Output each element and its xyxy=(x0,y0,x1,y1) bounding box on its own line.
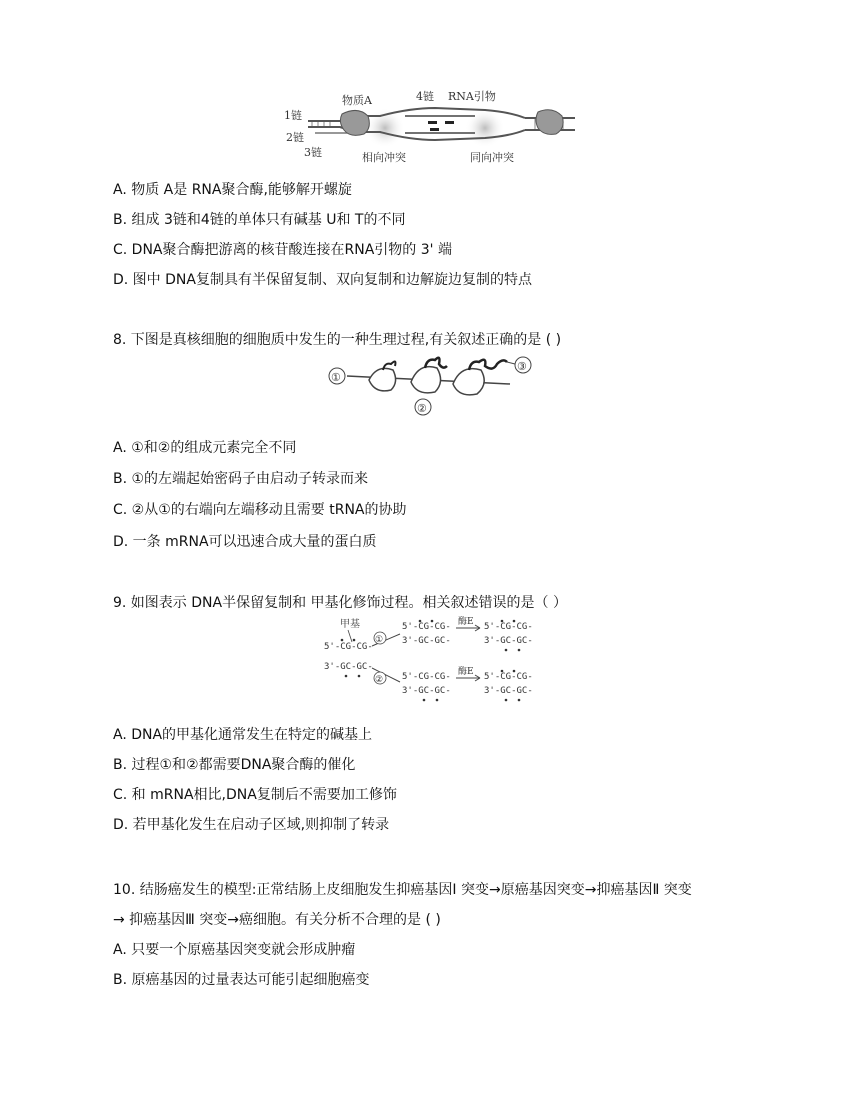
q10-option-a: A. 只要一个原癌基因突变就会形成肿瘤 xyxy=(113,942,356,958)
q8-option-a: A. ①和②的组成元素完全不同 xyxy=(113,440,297,456)
q7-option-c: C. DNA聚合酶把游离的核苷酸连接在RNA引物的 3' 端 xyxy=(113,242,452,258)
label-src-top: 5'-CG-CG- xyxy=(324,642,373,652)
label-same-dir: 同向冲突 xyxy=(470,151,514,164)
label-process2: ② xyxy=(375,675,384,685)
q8-translation-figure xyxy=(325,354,535,416)
label-process1: ① xyxy=(375,635,384,645)
q8-option-c: C. ②从①的右端向左端移动且需要 tRNA的协助 xyxy=(113,502,407,518)
label-enzyme-bottom: 酶E xyxy=(458,667,474,677)
q8-stem: 8. 下图是真核细胞的细胞质中发生的一种生理过程,有关叙述正确的是 ( ) xyxy=(113,332,562,348)
label-chain2: 2链 xyxy=(286,131,304,144)
label-chain3: 3链 xyxy=(304,146,322,159)
label-substance-a: 物质A xyxy=(342,94,372,107)
label-methyl: 甲基 xyxy=(340,619,360,630)
q7-option-a: A. 物质 A是 RNA聚合酶,能够解开螺旋 xyxy=(113,182,352,198)
label-ribosome: ② xyxy=(417,402,427,415)
label-head-on: 相向冲突 xyxy=(362,151,406,164)
label-a-top: 5'-CG-CG- xyxy=(402,622,451,632)
q7-option-d: D. 图中 DNA复制具有半保留复制、双向复制和边解旋边复制的特点 xyxy=(113,272,532,288)
translation-diagram xyxy=(325,354,535,416)
q7-replication-figure xyxy=(280,88,580,170)
q8-option-b: B. ①的左端起始密码子由启动子转录而来 xyxy=(113,471,369,487)
replication-diagram xyxy=(280,88,580,170)
q9-stem: 9. 如图表示 DNA半保留复制和 甲基化修饰过程。相关叙述错误的是（ ） xyxy=(113,595,567,611)
label-b-bot: 3'-GC-GC- xyxy=(402,686,451,696)
label-chain1: 1链 xyxy=(284,109,302,122)
methylation-diagram xyxy=(322,616,542,704)
q7-option-b: B. 组成 3链和4链的单体只有碱基 U和 T的不同 xyxy=(113,212,406,228)
label-src-bot: 3'-GC-GC- xyxy=(324,662,373,672)
label-b-top: 5'-CG-CG- xyxy=(402,672,451,682)
q9-option-a: A. DNA的甲基化通常发生在特定的碱基上 xyxy=(113,727,373,743)
label-c-top: 5'-CG-CG- xyxy=(484,622,533,632)
label-peptide: ③ xyxy=(517,360,527,373)
q9-option-c: C. 和 mRNA相比,DNA复制后不需要加工修饰 xyxy=(113,787,397,803)
q9-methylation-figure xyxy=(322,616,542,704)
label-d-top: 5'-CG-CG- xyxy=(484,672,533,682)
label-a-bot: 3'-GC-GC- xyxy=(402,636,451,646)
label-rna-primer: RNA引物 xyxy=(448,90,496,103)
label-chain4: 4链 xyxy=(416,90,434,103)
q10-option-b: B. 原癌基因的过量表达可能引起细胞癌变 xyxy=(113,972,370,988)
q8-option-d: D. 一条 mRNA可以迅速合成大量的蛋白质 xyxy=(113,534,377,550)
label-enzyme-top: 酶E xyxy=(458,617,474,627)
q10-stem-line1: 10. 结肠癌发生的模型:正常结肠上皮细胞发生抑癌基因Ⅰ 突变→原癌基因突变→抑癌基因Ⅱ 突变 xyxy=(113,882,692,898)
label-mrna: ① xyxy=(331,371,341,384)
q10-stem-line2: → 抑癌基因Ⅲ 突变→癌细胞。有关分析不合理的是 ( ) xyxy=(113,912,441,928)
label-d-bot: 3'-GC-GC- xyxy=(484,686,533,696)
q9-option-d: D. 若甲基化发生在启动子区域,则抑制了转录 xyxy=(113,817,390,833)
label-c-bot: 3'-GC-GC- xyxy=(484,636,533,646)
q9-option-b: B. 过程①和②都需要DNA聚合酶的催化 xyxy=(113,757,356,773)
